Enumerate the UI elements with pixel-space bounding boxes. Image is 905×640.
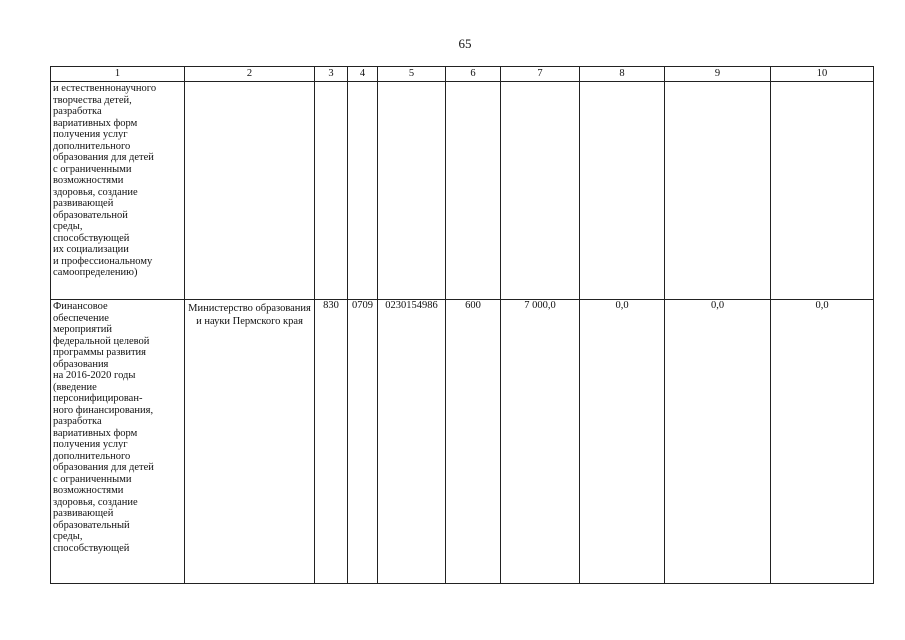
header-col-7: 7 (501, 67, 580, 82)
row-col-10: 0,0 (771, 300, 874, 584)
header-col-6: 6 (446, 67, 501, 82)
row-col-7: 7 000,0 (501, 300, 580, 584)
row-col-4: 0709 (348, 300, 378, 584)
row-col-6: 600 (446, 300, 501, 584)
header-col-10: 10 (771, 67, 874, 82)
row-agency-text: Министерство образования и науки Пермского края (188, 303, 311, 327)
header-col-9: 9 (665, 67, 771, 82)
header-col-8: 8 (580, 67, 665, 82)
row-col-4 (348, 82, 378, 300)
header-col-3: 3 (315, 67, 348, 82)
header-row (51, 67, 874, 82)
header-col-4: 4 (348, 67, 378, 82)
row-col-9 (665, 82, 771, 300)
row-col-6 (446, 82, 501, 300)
header-col-5: 5 (378, 67, 446, 82)
row-col-10 (771, 82, 874, 300)
row-agency (185, 82, 315, 300)
row-description: Финансовое обеспечение мероприятий федеральной целевой программы развития образования на 2016-2020 годы (введение персонифицирован- ного финансирования, разработка вариативных форм получения услуг дополнительного образования для детей с ограниченными возможностями здоровья, создание развивающей образовательный среды, способствующей (51, 300, 185, 584)
table-row (51, 300, 874, 584)
row-description: и естественнонаучного творчества детей, разработка вариативных форм получения услуг дополнительного образования для детей с ограниченными возможностями здоровья, создание развивающей образовательной среды, способствующей их социализации и профессиональному самоопределению) (51, 82, 185, 300)
row-col-5: 0230154986 (378, 300, 446, 584)
row-col-5 (378, 82, 446, 300)
table-row (51, 82, 874, 300)
header-col-2: 2 (185, 67, 315, 82)
row-col-7 (501, 82, 580, 300)
page-number: 65 (458, 36, 472, 51)
row-col-9: 0,0 (665, 300, 771, 584)
row-agency (185, 300, 315, 584)
row-col-3: 830 (315, 300, 348, 584)
row-col-8: 0,0 (580, 300, 665, 584)
budget-table (50, 66, 874, 584)
row-col-8 (580, 82, 665, 300)
row-col-3 (315, 82, 348, 300)
header-col-1: 1 (51, 67, 185, 82)
